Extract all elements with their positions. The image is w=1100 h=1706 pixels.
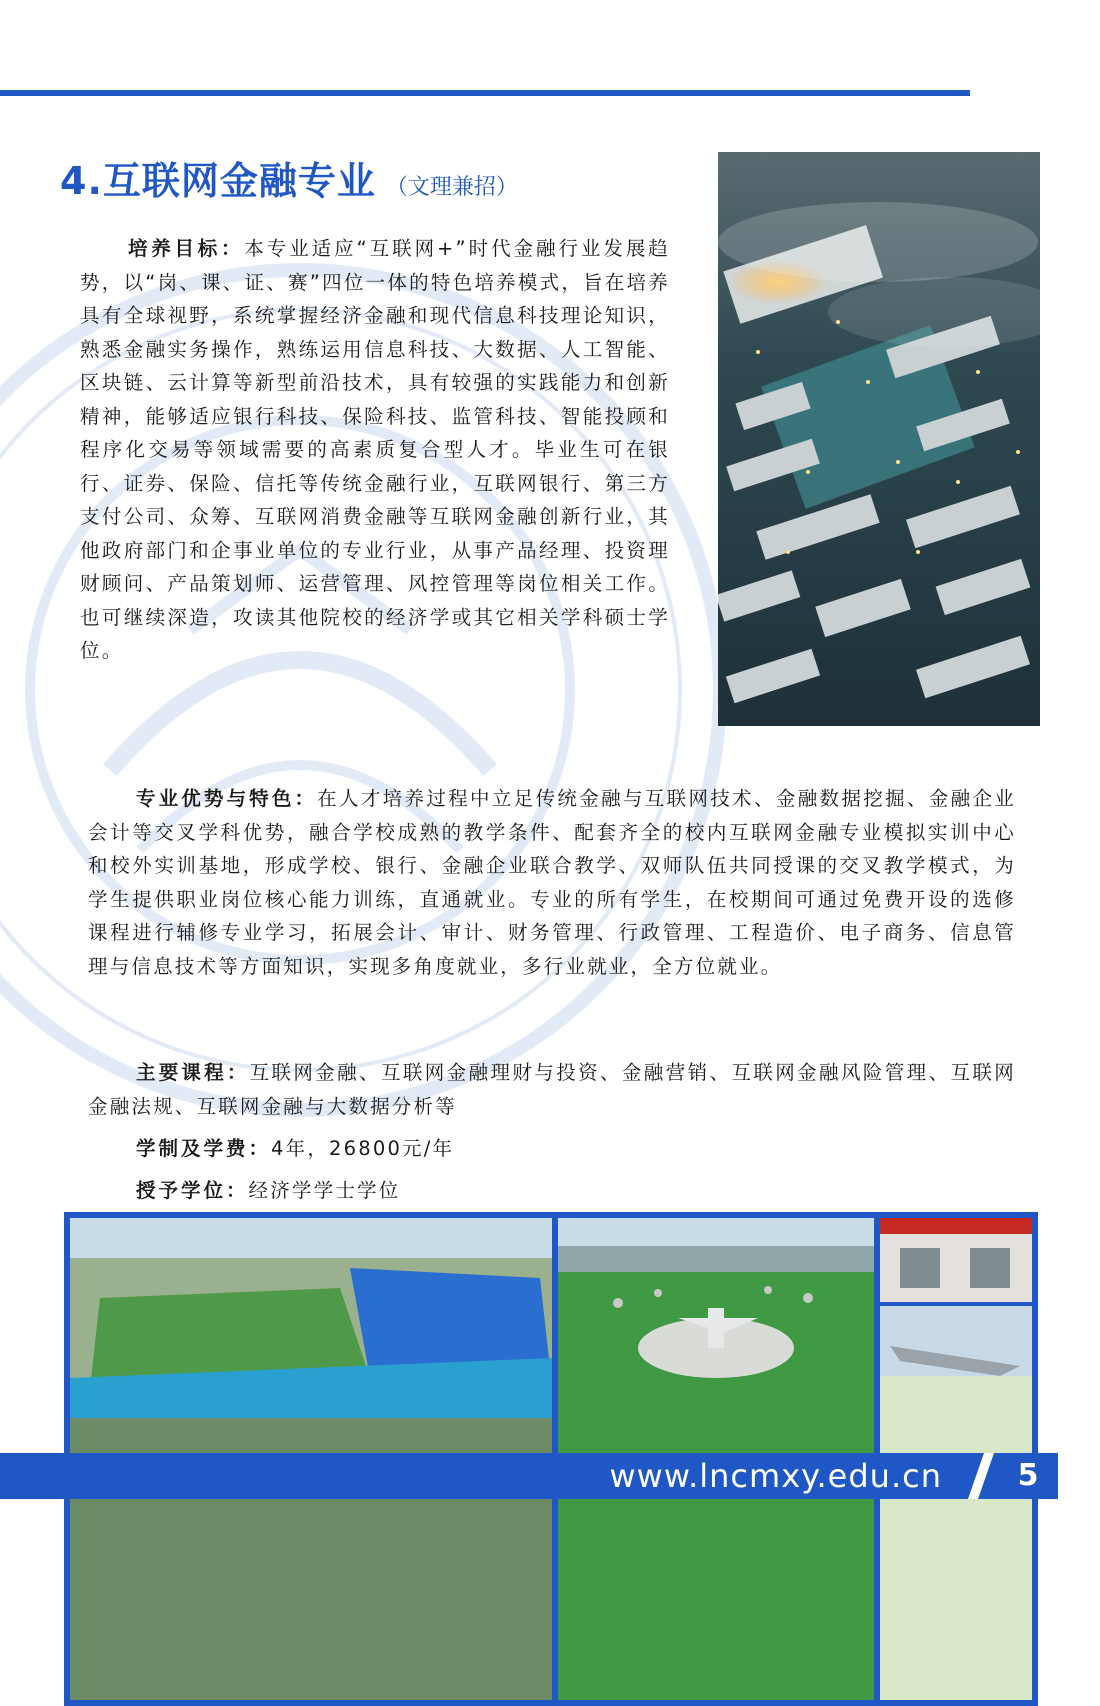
red-building-photo (880, 1218, 1032, 1302)
courses-paragraph (88, 1056, 1016, 1123)
top-rule (0, 90, 970, 96)
duration-fee-label: 学制及学费： (136, 1137, 272, 1160)
page-number: 5 (1017, 1458, 1039, 1493)
courses-text: 互联网金融、互联网金融理财与投资、金融营销、互联网金融风险管理、互联网金融法规、互联网金融与大数据分析等 (88, 1061, 1016, 1118)
training-goal-paragraph (80, 232, 670, 668)
major-subtitle: （文理兼招） (385, 175, 518, 200)
footer-divider-slash (968, 1453, 994, 1499)
degree-text: 经济学学士学位 (248, 1179, 401, 1202)
advantages-label: 专业优势与特色： (136, 787, 318, 810)
degree-label: 授予学位： (136, 1179, 249, 1202)
duration-fee-text: 4年，26800元/年 (271, 1137, 455, 1160)
advantages-text: 在人才培养过程中立足传统金融与互联网技术、金融数据挖掘、金融企业会计等交叉学科优势，融合学校成熟的教学条件、配套齐全的校内互联网金融专业模拟实训中心和校外实训基地，形成学校、银行、金融企业联合教学、双师队伍共同授课的交叉教学模式，为学生提供职业岗位核心能力训练，直通就业。专业的所有学生，在校期间可通过免费开设的选修课程进行辅修专业学习，拓展会计、审计、财务管理、行政管理、工程造价、电子商务、信息管理与信息技术等方面知识，实现多角度就业，多行业就业，全方位就业。 (88, 787, 1016, 978)
training-goal-label: 培养目标： (128, 237, 245, 260)
courses-label: 主要课程： (136, 1061, 250, 1084)
fighter-jet-display-photo (880, 1306, 1032, 1700)
campus-aerial-photo (718, 152, 1040, 726)
advantages-paragraph (88, 782, 1016, 983)
degree-line (88, 1174, 1016, 1208)
training-goal-text: 本专业适应“互联网+”时代金融行业发展趋势，以“岗、课、证、赛”四位一体的特色培养模式，旨在培养具有全球视野，系统掌握经济金融和现代信息科技理论知识，熟悉金融实务操作，熟练运用信息科技、大数据、人工智能、区块链、云计算等新型前沿技术，具有较强的实践能力和创新精神，能够适应银行科技、保险科技、监管科技、智能投顾和程序化交易等领域需要的高素质复合型人才。毕业生可在银行、证券、保险、信托等传统金融行业，互联网银行、第三方支付公司、众筹、互联网消费金融等互联网金融创新行业，其他政府部门和企事业单位的专业行业，从事产品经理、投资理财顾问、产品策划师、运营管理、风控管理等岗位相关工作。也可继续深造，攻读其他院校的经济学或其它相关学科硕士学位。 (80, 237, 670, 662)
duration-fee-line (88, 1132, 1016, 1166)
section-title (60, 150, 518, 205)
major-title: 4.互联网金融专业 (60, 159, 376, 203)
footer-website-link[interactable]: www.lncmxy.edu.cn (609, 1457, 942, 1495)
